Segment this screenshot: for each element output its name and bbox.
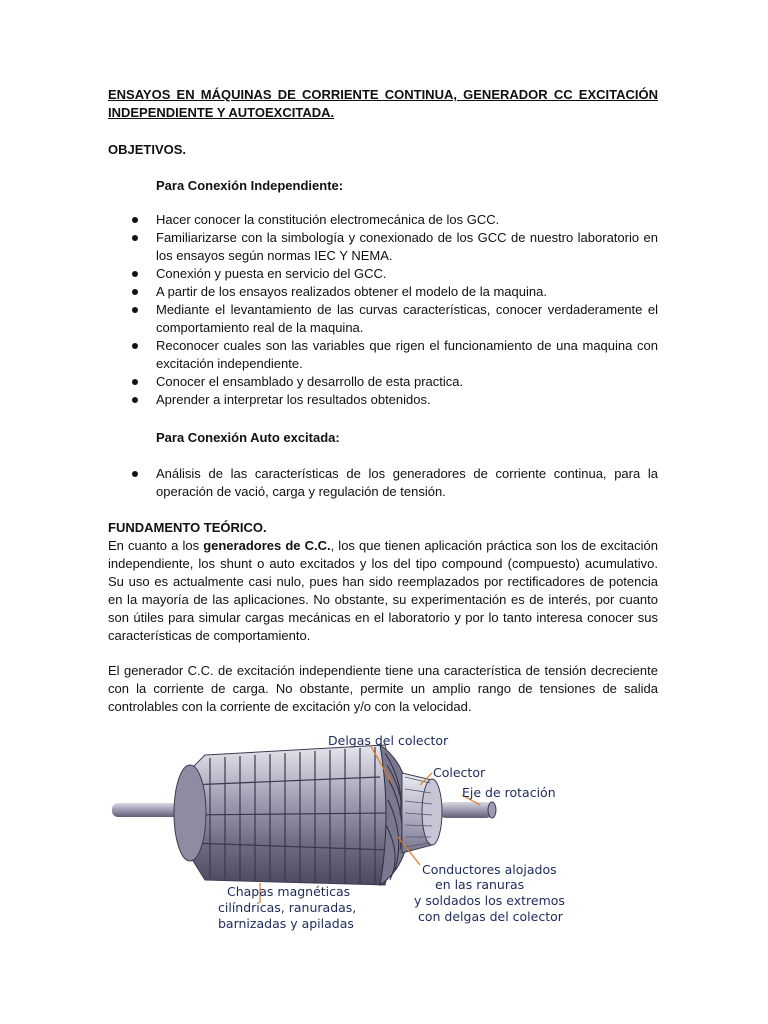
list-item: Conocer el ensamblado y desarrollo de esta practica. <box>108 373 658 391</box>
document-title: ENSAYOS EN MÁQUINAS DE CORRIENTE CONTINUA, GENERADOR CC EXCITACIÓN INDEPENDIENTE Y AUTOEXCITADA. <box>108 87 658 120</box>
objectives-heading: OBJETIVOS. <box>108 142 187 157</box>
bullet-icon <box>132 217 138 223</box>
label-colector: Colector <box>433 765 486 780</box>
armature-illustration <box>110 725 565 935</box>
bold-term: generadores de C.C. <box>203 538 331 553</box>
theory-heading: FUNDAMENTO TEÓRICO. <box>108 520 267 535</box>
shaft-end <box>488 802 496 818</box>
label-conductores-3: y soldados los extremos <box>414 893 565 908</box>
armature-figure <box>110 725 565 935</box>
label-conductores-1: Conductores alojados <box>422 862 557 877</box>
bullet-icon <box>132 379 138 385</box>
theory-paragraph-2: El generador C.C. de excitación independiente tiene una característica de tensión decreciente con la corriente de carga. No obstante, permite un amplio rango de tensiones de salida controlables con la corriente de excitación y/o con la velocidad. <box>108 663 658 714</box>
list-item: Reconocer cuales son las variables que rigen el funcionamiento de una maquina con excitación independiente. <box>108 337 658 373</box>
list-item: Análisis de las características de los generadores de corriente continua, para la operación de vació, carga y regulación de tensión. <box>108 465 658 501</box>
label-eje: Eje de rotación <box>462 785 556 800</box>
independent-list <box>108 211 658 409</box>
label-chapas-2: cilíndricas, ranuradas, <box>218 900 357 915</box>
bullet-icon <box>132 289 138 295</box>
core-left-face <box>174 765 206 861</box>
bullet-icon <box>132 235 138 241</box>
self-excited-list <box>108 465 658 501</box>
bullet-icon <box>132 271 138 277</box>
bullet-icon <box>132 471 138 477</box>
list-item: Hacer conocer la constitución electromecánica de los GCC. <box>108 211 658 229</box>
commutator-face <box>422 779 442 845</box>
bullet-icon <box>132 343 138 349</box>
label-conductores-2: en las ranuras <box>435 877 525 892</box>
list-item: A partir de los ensayos realizados obtener el modelo de la maquina. <box>108 283 658 301</box>
list-item: Familiarizarse con la simbología y conexionado de los GCC de nuestro laboratorio en los ensayos según normas IEC Y NEMA. <box>108 229 658 265</box>
list-item: Aprender a interpretar los resultados obtenidos. <box>108 391 658 409</box>
list-item: Mediante el levantamiento de las curvas características, conocer verdaderamente el comportamiento real de la maquina. <box>108 301 658 337</box>
label-chapas-1: Chapas magnéticas <box>227 884 351 899</box>
label-delgas: Delgas del colector <box>328 733 449 748</box>
bullet-icon <box>132 307 138 313</box>
label-conductores-4: con delgas del colector <box>418 909 563 924</box>
list-item: Conexión y puesta en servicio del GCC. <box>108 265 658 283</box>
shaft-right <box>440 802 492 818</box>
bullet-icon <box>132 397 138 403</box>
label-chapas-3: barnizadas y apiladas <box>218 916 354 931</box>
independent-heading: Para Conexión Independiente: <box>156 178 344 193</box>
theory-paragraph-1: En cuanto a los generadores de C.C., los que tienen aplicación práctica son los de excitación independiente, los shunt o auto excitados y los del tipo compound (compuesto) acumulativo. Su uso es actualmente casi nulo, pues han sido reemplazados por rectificadores de potencia en la mayoría de las aplicaciones. No obstante, su experimentación es de interés, por cuanto son útiles para simular cargas mecánicas en el laboratorio y por lo tanto interesa conocer sus características de comportamiento. <box>108 538 658 643</box>
self-excited-heading: Para Conexión Auto excitada: <box>156 430 340 445</box>
